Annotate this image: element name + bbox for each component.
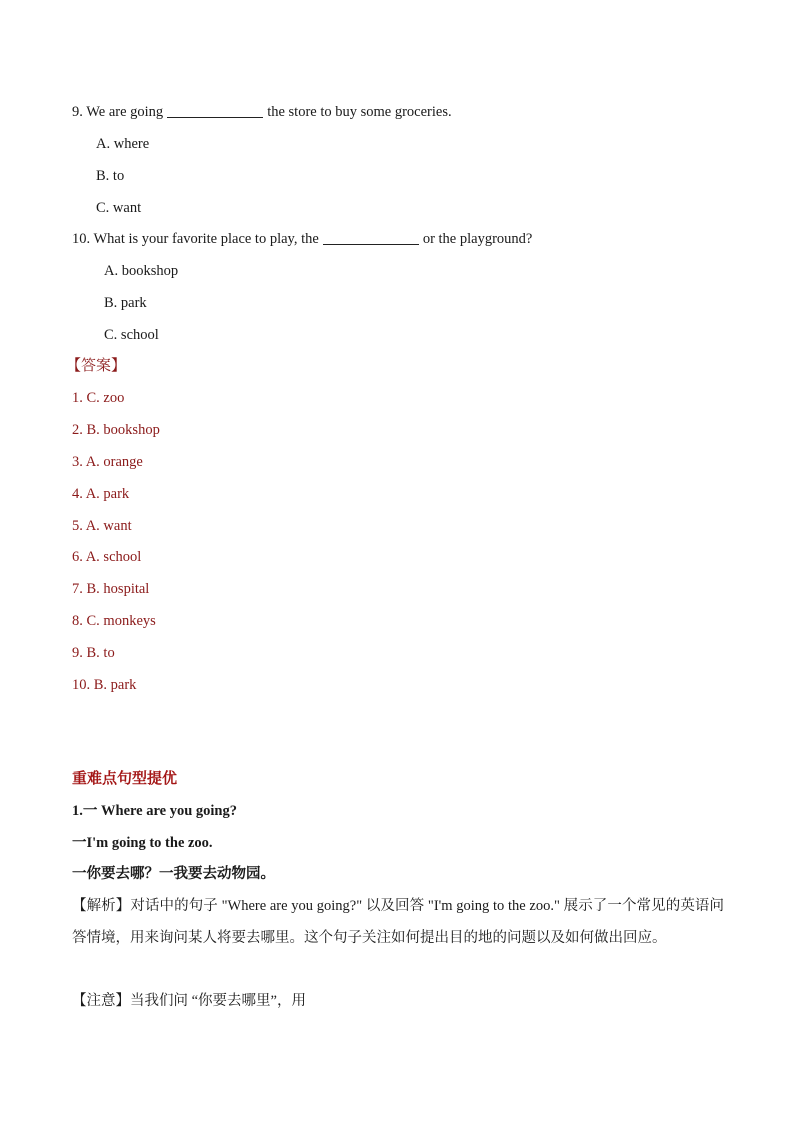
question-10-option-c: C. school xyxy=(104,327,159,343)
answer-heading: 【答案】 xyxy=(66,356,127,374)
question-9-option-a: A. where xyxy=(96,136,150,152)
question-10-option-a: A. bookshop xyxy=(104,263,179,279)
answer-item: 1. C. zoo xyxy=(72,390,125,406)
answer-item: 4. A. park xyxy=(72,486,130,502)
answer-item: 8. C. monkeys xyxy=(72,613,156,629)
question-10-stem xyxy=(72,230,532,248)
analysis-text: 对话中的句子 "Where are you going?" 以及回答 "I'm going to the zoo." 展示了一个常见的英语问答情境，用来询问某人将要去哪里。这个句子关注如何提出目的地的问题以及如何做出回应。 xyxy=(72,898,725,946)
question-9-text-before: 9. We are going xyxy=(72,104,164,120)
key-sentence-question: 1.一 Where are you going? xyxy=(72,803,238,819)
analysis-paragraph xyxy=(72,890,724,954)
note-text: 当我们问 “你要去哪里”，用 xyxy=(130,993,306,1009)
question-9-stem xyxy=(72,103,452,121)
question-9-option-b: B. to xyxy=(96,168,125,184)
answer-item: 2. B. bookshop xyxy=(72,422,160,438)
answer-item: 9. B. to xyxy=(72,645,115,661)
question-10-text-after: or the playground? xyxy=(422,231,533,247)
question-9-option-c: C. want xyxy=(96,200,142,216)
answer-item: 3. A. orange xyxy=(72,454,143,470)
key-sentence-answer: 一I'm going to the zoo. xyxy=(72,835,213,851)
question-10-text-before: 10. What is your favorite place to play, the xyxy=(72,231,319,247)
section-title: 重难点句型提优 xyxy=(72,769,178,787)
analysis-label: 【解析】 xyxy=(72,898,131,914)
answer-item: 5. A. want xyxy=(72,518,132,534)
question-9-text-after: the store to buy some groceries. xyxy=(267,104,452,120)
note-line xyxy=(72,992,306,1010)
answer-blank xyxy=(167,103,263,118)
question-10-option-b: B. park xyxy=(104,295,147,311)
answer-item: 10. B. park xyxy=(72,677,137,693)
answer-item: 6. A. school xyxy=(72,549,142,565)
answer-item: 7. B. hospital xyxy=(72,581,150,597)
answer-blank xyxy=(323,230,419,245)
note-label: 【注意】 xyxy=(72,993,130,1009)
key-sentence-translation: 一你要去哪？一我要去动物园。 xyxy=(72,866,275,882)
